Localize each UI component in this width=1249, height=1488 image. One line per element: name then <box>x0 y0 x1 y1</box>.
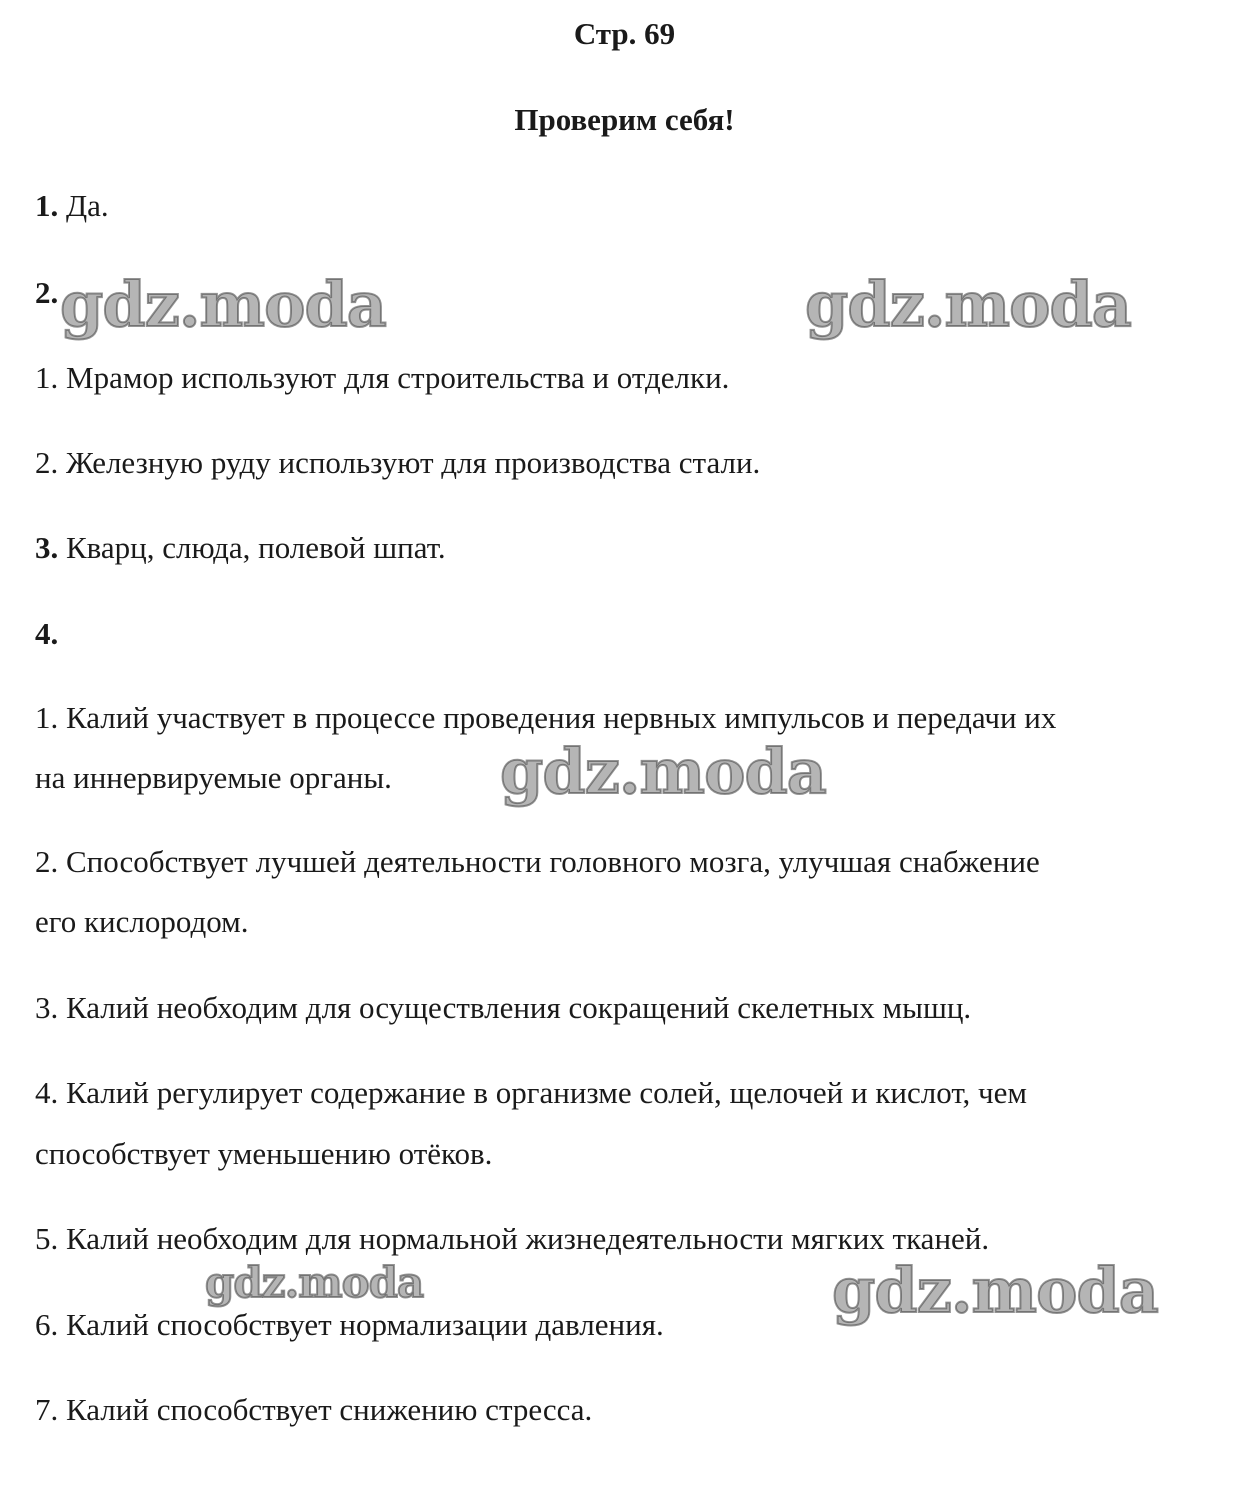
list-item: 2. Способствует лучшей деятельности головного мозга, улучшая снабжение <box>35 844 1040 879</box>
list-item: 1. Мрамор используют для строительства и отделки. <box>35 360 730 395</box>
watermark: gdz.moda <box>60 268 386 341</box>
list-item: способствует уменьшению отёков. <box>35 1136 493 1171</box>
list-item: 4. Калий регулирует содержание в организме солей, щелочей и кислот, чем <box>35 1075 1027 1110</box>
answer-text: Да. <box>58 188 109 223</box>
list-item: 6. Калий способствует нормализации давления. <box>35 1307 664 1342</box>
answer-number: 1. <box>35 188 59 223</box>
answer-number: 4. <box>35 616 59 651</box>
answer-3 <box>35 532 446 563</box>
section-title: Проверим себя! <box>514 102 735 137</box>
answer-1 <box>35 190 109 221</box>
answer-text: Кварц, слюда, полевой шпат. <box>58 530 446 565</box>
list-item: 1. Калий участвует в процессе проведения нервных импульсов и передачи их <box>35 700 1057 735</box>
list-item: 5. Калий необходим для нормальной жизнедеятельности мягких тканей. <box>35 1221 990 1256</box>
answer-4 <box>35 618 58 649</box>
answer-2 <box>35 277 58 308</box>
list-item: 3. Калий необходим для осуществления сокращений скелетных мышц. <box>35 990 972 1025</box>
list-item: его кислородом. <box>35 904 249 939</box>
answer-number: 2. <box>35 275 59 310</box>
watermark: gdz.moda <box>832 1254 1158 1327</box>
list-item: на иннервируемые органы. <box>35 760 392 795</box>
answer-number: 3. <box>35 530 59 565</box>
list-item: 7. Калий способствует снижению стресса. <box>35 1392 593 1427</box>
watermark: gdz.moda <box>500 735 826 808</box>
watermark: gdz.moda <box>205 1258 424 1307</box>
list-item: 2. Железную руду используют для производства стали. <box>35 445 761 480</box>
page-title: Стр. 69 <box>573 16 676 51</box>
watermark: gdz.moda <box>805 268 1131 341</box>
